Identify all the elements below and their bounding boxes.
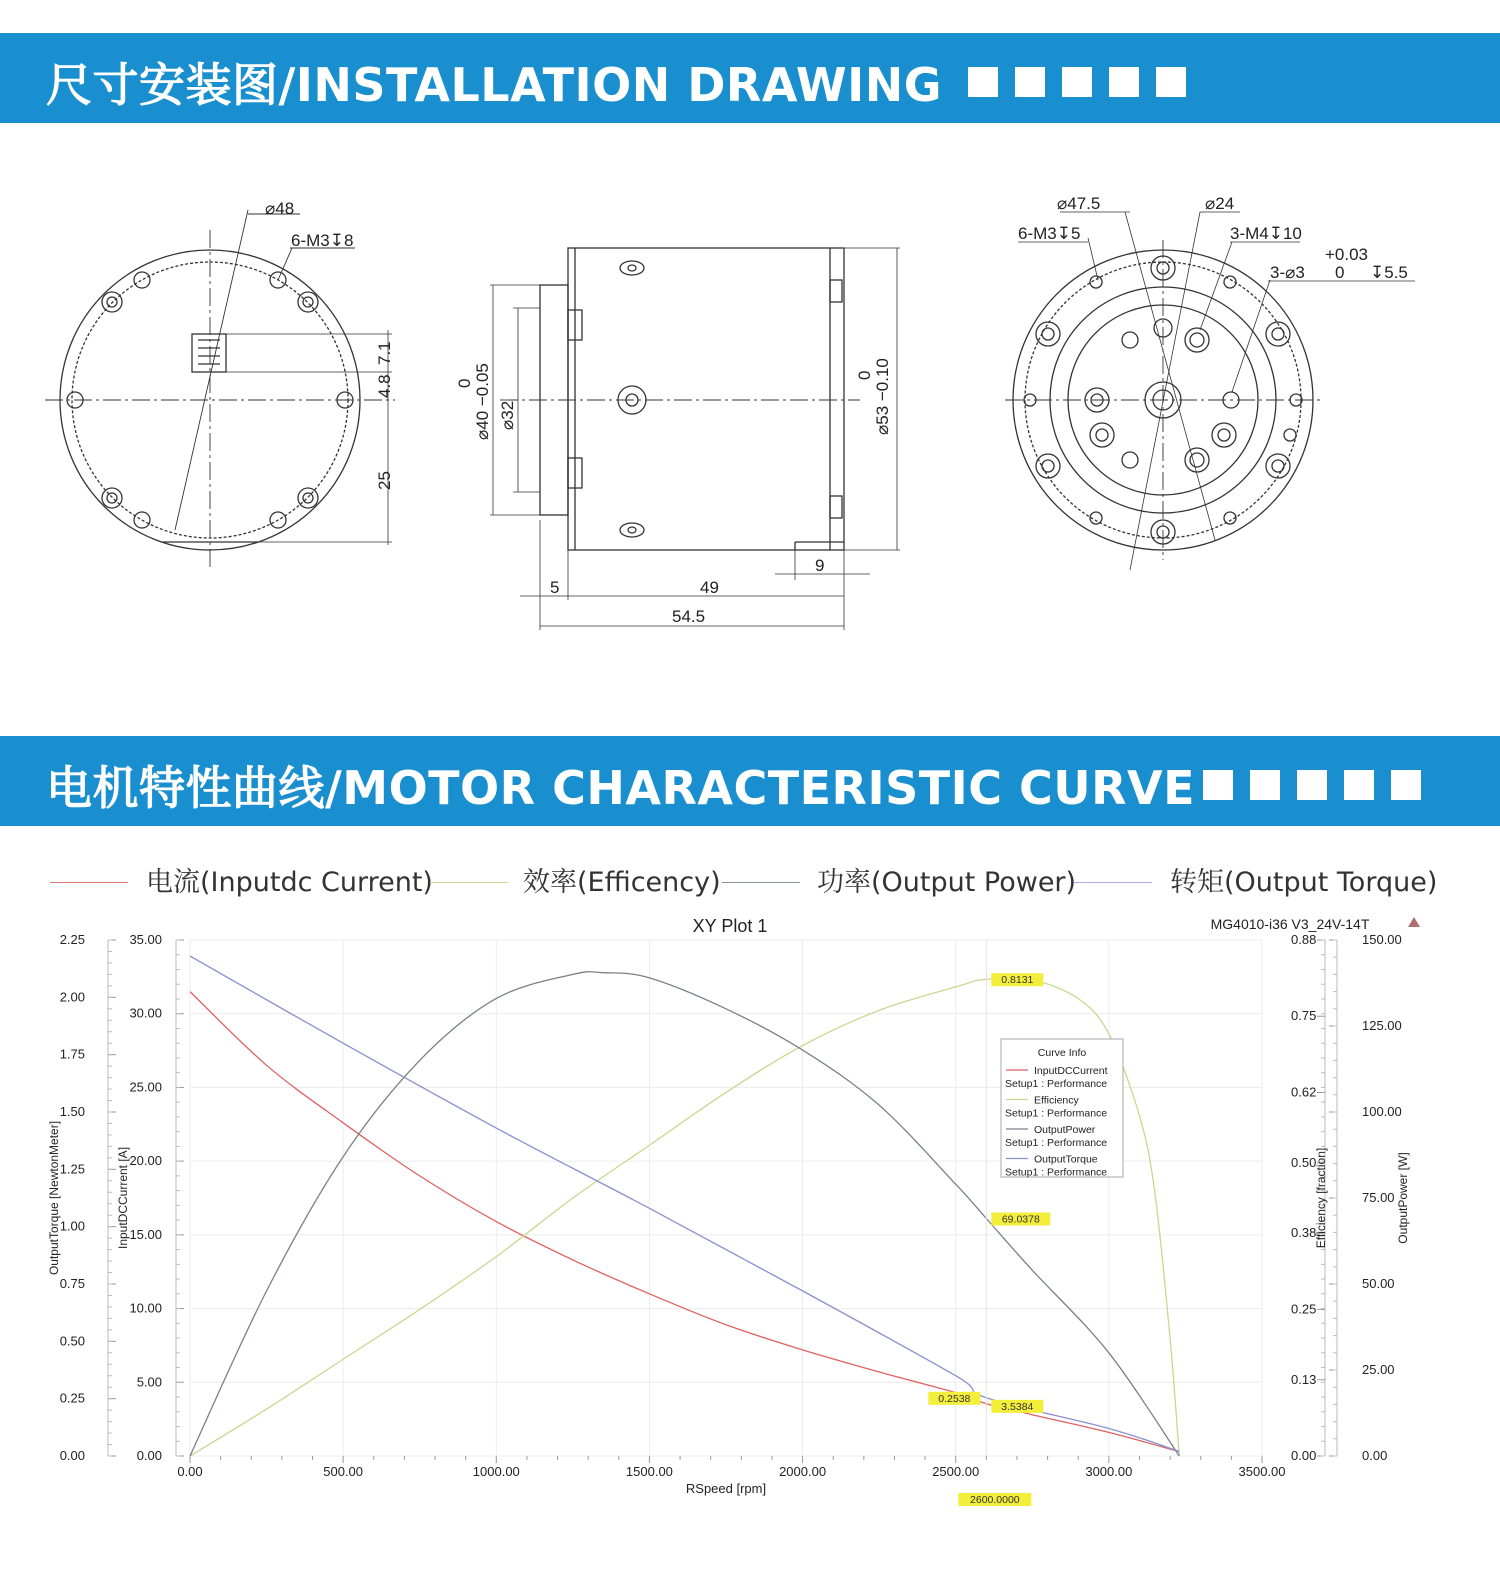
curve-info-box — [1001, 1039, 1123, 1179]
legend-swatch-torque — [1074, 882, 1152, 883]
decor-square — [1062, 67, 1092, 97]
series-line-OutputTorque — [190, 956, 1179, 1451]
section-header-motor-curve — [0, 736, 1500, 826]
y-axis-label-power: OutputPower [W] — [1396, 1152, 1410, 1244]
dim-back-pin: 3-⌀3 — [1270, 263, 1305, 282]
curve-info-name: OutputTorque — [1034, 1153, 1098, 1166]
curve-info-name: OutputPower — [1034, 1124, 1096, 1136]
decor-square — [1203, 770, 1233, 800]
y-tick-label-torque: 0.50 — [59, 1333, 85, 1349]
y-tick-label-torque: 1.75 — [59, 1046, 85, 1062]
warning-triangle-icon — [1408, 917, 1420, 927]
y-tick-label-current: 30.00 — [129, 1005, 162, 1021]
y-tick-label-power: 50.00 — [1362, 1276, 1395, 1291]
section-title-installation: 尺寸安装图/INSTALLATION DRAWING — [46, 58, 942, 112]
curve-info-name: InputDCCurrent — [1034, 1065, 1108, 1077]
y-tick-label-power: 150.00 — [1362, 932, 1402, 947]
grid — [190, 940, 1262, 1456]
series-group — [190, 956, 1179, 1456]
dim-side-54-5: 54.5 — [672, 607, 706, 626]
dim-back-holes1: 6-M3↧5 — [1018, 224, 1081, 243]
back-view — [1005, 212, 1415, 570]
chart-title: XY Plot 1 — [692, 916, 768, 936]
x-tick-label: 0.00 — [177, 1464, 203, 1479]
dim-front-d48: ⌀48 — [265, 199, 295, 218]
y-tick-label-efficiency: 0.62 — [1291, 1084, 1317, 1100]
chart-subtitle: MG4010-i36 V3_24V-14T — [1210, 916, 1370, 932]
section-header-installation — [0, 33, 1500, 123]
y-tick-label-torque: 1.25 — [59, 1161, 85, 1177]
dim-front-7-1: 7.1 — [375, 341, 394, 365]
x-tick-label: 2500.00 — [932, 1464, 980, 1479]
dim-side-d40-zero: 0 — [455, 378, 474, 388]
x-tick-label: 500.00 — [323, 1464, 364, 1479]
y-tick-label-efficiency: 0.38 — [1291, 1225, 1317, 1241]
dim-side-d53: ⌀53 −0.10 — [873, 358, 892, 435]
x-tick-label: 3500.00 — [1238, 1464, 1286, 1479]
legend-label-current: 电流(Inputdc Current) — [146, 867, 433, 898]
y-tick-label-power: 75.00 — [1362, 1190, 1395, 1205]
curve-info-setup: Setup1 : Performance — [1005, 1137, 1108, 1149]
marker-efficiency: 0.8131 — [1001, 974, 1034, 987]
y-tick-label-power: 100.00 — [1362, 1104, 1402, 1119]
curve-info-name: Efficiency — [1034, 1094, 1079, 1107]
section-title-motor-curve: 电机特性曲线/MOTOR CHARACTERISTIC CURVE — [46, 761, 1196, 815]
dim-side-9: 9 — [815, 556, 825, 575]
y-tick-label-torque: 0.00 — [59, 1448, 85, 1463]
markers-group — [928, 940, 1050, 1506]
installation-drawing — [0, 130, 1500, 750]
y-tick-label-torque: 1.00 — [59, 1218, 85, 1234]
y-tick-label-current: 25.00 — [129, 1079, 162, 1095]
dim-side-5: 5 — [550, 578, 560, 597]
side-view — [490, 248, 900, 630]
y-tick-label-efficiency: 0.25 — [1291, 1301, 1317, 1317]
y-tick-label-current: 20.00 — [129, 1153, 162, 1169]
x-axis-label: RSpeed [rpm] — [685, 1481, 767, 1496]
y-axis-label-torque: OutputTorque [NewtonMeter] — [47, 1120, 61, 1276]
dim-back-holes2: 3-M4↧10 — [1230, 224, 1302, 243]
y-tick-label-current: 0.00 — [136, 1448, 162, 1463]
legend-label-power: 功率(Output Power) — [817, 867, 1077, 898]
y-tick-label-current: 15.00 — [129, 1226, 162, 1242]
y-tick-label-efficiency: 0.50 — [1291, 1154, 1317, 1170]
decor-square — [1109, 67, 1139, 97]
dim-side-d53-zero: 0 — [855, 370, 874, 380]
axes — [47, 932, 1410, 1496]
dim-side-d40: ⌀40 −0.05 — [473, 363, 492, 440]
decor-square — [1297, 770, 1327, 800]
y-tick-label-power: 25.00 — [1362, 1362, 1395, 1377]
x-tick-label: 1500.00 — [625, 1464, 673, 1479]
x-tick-label: 2000.00 — [779, 1464, 827, 1479]
legend-swatch-power — [722, 882, 800, 883]
y-tick-label-efficiency: 0.13 — [1291, 1371, 1317, 1387]
decor-square — [1391, 770, 1421, 800]
legend-label-torque: 转矩(Output Torque) — [1170, 867, 1438, 898]
decor-square — [968, 67, 998, 97]
legend-swatch-current — [50, 882, 128, 883]
y-tick-label-current: 10.00 — [129, 1300, 162, 1316]
y-axis-label-efficiency: Efficiency [fraction] — [1314, 1147, 1328, 1249]
y-tick-label-efficiency: 0.88 — [1291, 932, 1317, 947]
dim-front-25: 25 — [375, 471, 394, 490]
dim-front-holes: 6-M3↧8 — [291, 231, 354, 250]
decor-square — [1344, 770, 1374, 800]
y-tick-label-power: 125.00 — [1362, 1018, 1402, 1033]
decor-square — [1015, 67, 1045, 97]
x-tick-label: 3000.00 — [1085, 1464, 1133, 1479]
front-view — [45, 210, 395, 570]
y-tick-label-torque: 0.25 — [59, 1390, 85, 1406]
y-tick-label-current: 35.00 — [129, 932, 162, 947]
y-tick-label-torque: 2.25 — [59, 932, 85, 947]
legend-label-efficiency: 效率(Efficency) — [523, 867, 721, 898]
curve-info-title: Curve Info — [1037, 1047, 1087, 1059]
y-tick-label-efficiency: 0.75 — [1291, 1008, 1317, 1024]
dim-back-depth: ↧5.5 — [1370, 263, 1408, 282]
marker-x-value: 2600.0000 — [970, 1494, 1020, 1506]
dim-back-d47-5: ⌀47.5 — [1057, 194, 1101, 213]
curve-info-setup: Setup1 : Performance — [1005, 1078, 1108, 1090]
y-tick-label-power: 0.00 — [1362, 1448, 1388, 1463]
chart-legend — [0, 860, 1500, 900]
dim-side-d32: ⌀32 — [498, 400, 517, 430]
y-axis-label-current: InputDCCurrent [A] — [116, 1146, 130, 1250]
marker-power: 69.0378 — [1001, 1213, 1040, 1226]
decor-square — [1156, 67, 1186, 97]
curve-info-setup: Setup1 : Performance — [1005, 1107, 1108, 1120]
y-tick-label-efficiency: 0.00 — [1291, 1448, 1317, 1463]
marker-torque: 0.2538 — [938, 1392, 971, 1405]
dim-back-tol-plus: +0.03 — [1325, 245, 1369, 264]
dim-back-tol-zero: 0 — [1335, 263, 1345, 282]
curve-info-setup: Setup1 : Performance — [1005, 1166, 1108, 1179]
decor-square — [1250, 770, 1280, 800]
y-tick-label-torque: 1.50 — [59, 1104, 85, 1119]
x-tick-label: 1000.00 — [472, 1464, 520, 1479]
y-tick-label-current: 5.00 — [136, 1374, 162, 1390]
y-tick-label-torque: 0.75 — [59, 1276, 85, 1291]
dim-back-d24: ⌀24 — [1205, 194, 1235, 213]
dim-front-4-8: 4.8 — [375, 374, 394, 398]
dim-side-49: 49 — [700, 578, 719, 597]
legend-swatch-efficiency — [430, 882, 508, 883]
plot-area — [190, 940, 1262, 1456]
y-tick-label-torque: 2.00 — [59, 989, 85, 1005]
marker-current: 3.5384 — [1001, 1400, 1034, 1413]
motor-curve-chart — [0, 905, 1500, 1545]
